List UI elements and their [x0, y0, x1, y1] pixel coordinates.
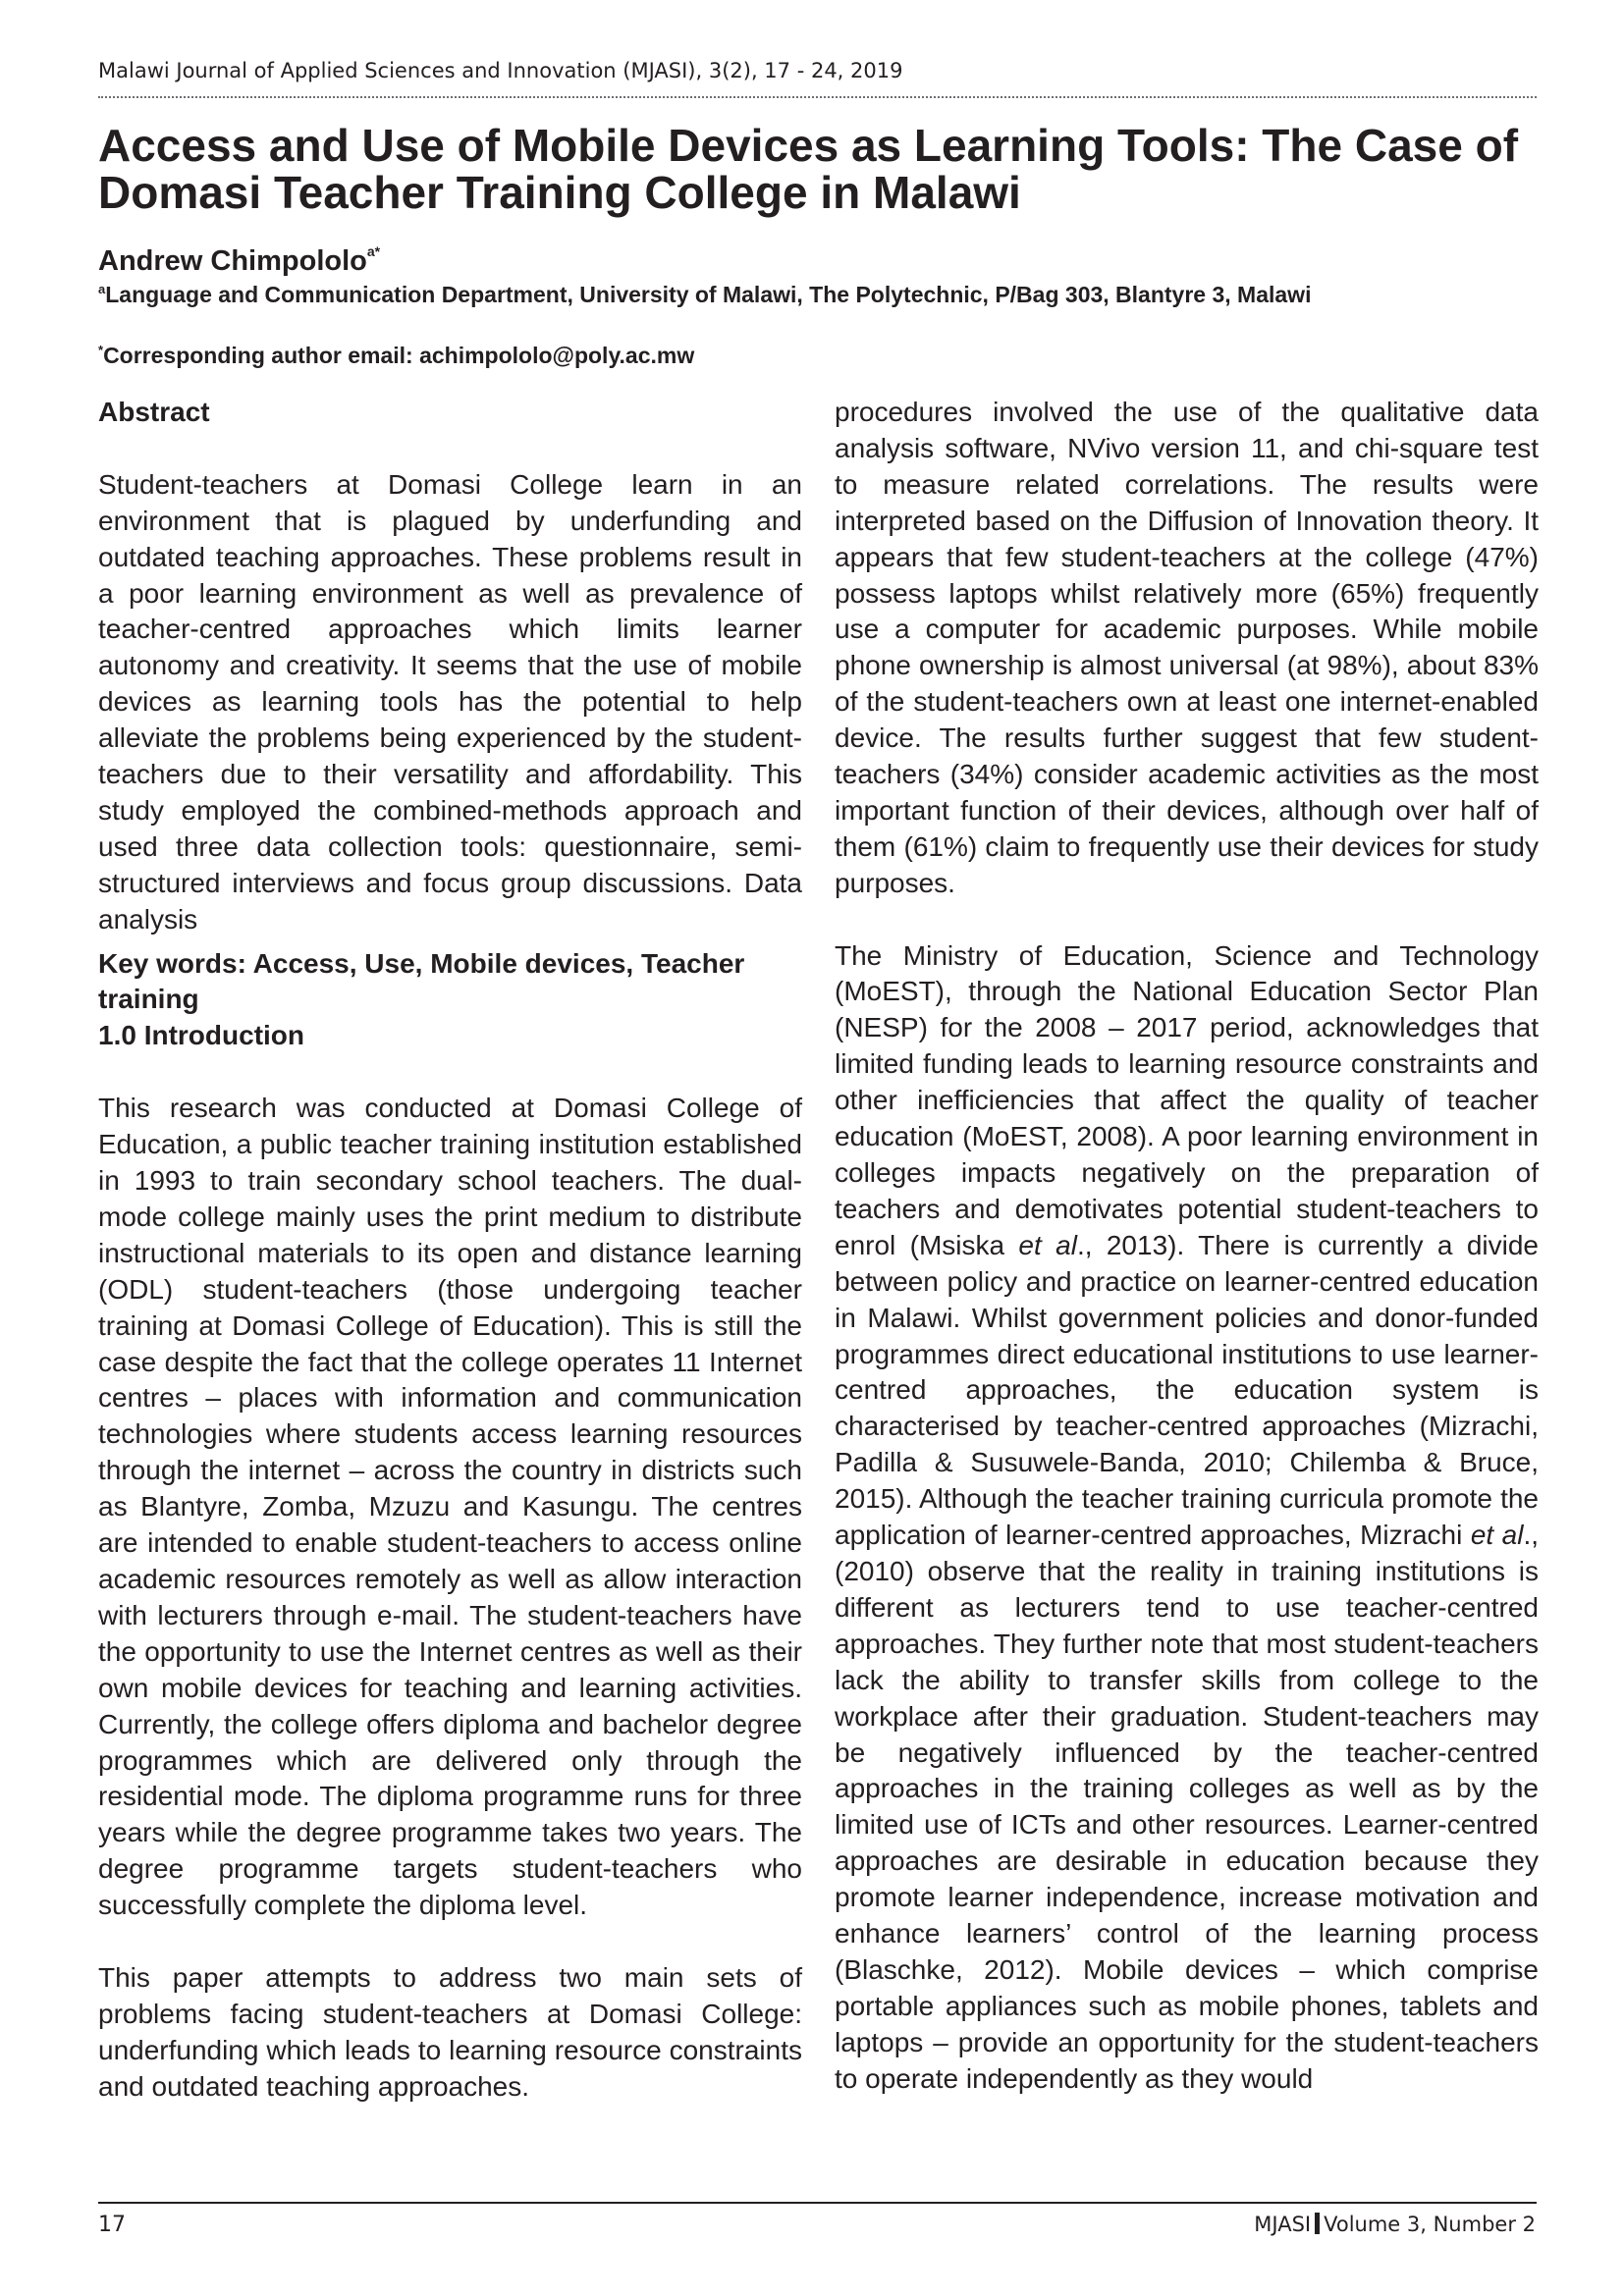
affiliation-text: Language and Communication Department, University of Malawi, The Polytechnic, P/Bag 303, Blantyre 3, Malawi	[105, 282, 1312, 307]
author-superscript: a*	[366, 243, 381, 259]
left-column	[98, 395, 802, 2106]
separator-bar	[1315, 2213, 1320, 2234]
spacer	[98, 1054, 802, 1091]
footer-journal	[1254, 2213, 1536, 2236]
spacer	[98, 431, 802, 467]
introduction-heading: 1.0 Introduction	[98, 1020, 304, 1051]
abstract-heading: Abstract	[98, 397, 210, 427]
right-column	[835, 395, 1539, 2098]
footer-journal-abbrev: MJASI	[1254, 2213, 1312, 2236]
para3-part-c: ., (2010) observe that the reality in training institutions is different as lecturers tend to use teacher-centred approaches. They further note that most student-teachers lack the ability to transfer skills from college to the workplace after their graduation. Student-teachers may be negatively influenced by the teacher-centred approaches in the training colleges as well as by the limited use of ICTs and other resources. Learner-centred approaches are desirable in education because they promote learner independence, increase motivation and enhance learners’ control of the learning process (Blaschke, 2012). Mobile devices – which comprise portable appliances such as mobile phones, tablets and laptops – provide an opportunity for the student-teachers to operate independently as they would	[835, 1520, 1539, 2094]
journal-running-header: Malawi Journal of Applied Sciences and Innovation (MJASI), 3(2), 17 - 24, 2019	[98, 59, 903, 82]
abstract-continuation: procedures involved the use of the qualitative data analysis software, NVivo version 11, and chi-square test to measure related correlations. The results were interpreted based on the Diffusion of Innovation theory. It appears that few student-teachers at the college (47%) possess laptops whilst relatively more (65%) frequently use a computer for academic purposes. While mobile phone ownership is almost universal (at 98%), about 83% of the student-teachers own at least one internet-enabled device. The results further suggest that few student-teachers (34%) consider academic activities as the most important function of their devices, although over half of them (61%) claim to frequently use their devices for study purposes.	[835, 397, 1539, 898]
spacer	[98, 1924, 802, 1960]
et-al-italic: et al	[1470, 1520, 1524, 1551]
keywords: Key words: Access, Use, Mobile devices, Teacher training	[98, 947, 745, 1015]
corresp-email: Corresponding author email: achimpololo@poly.ac.mw	[103, 343, 695, 368]
intro-paragraph-1: This research was conducted at Domasi College of Education, a public teacher training institution established in 1993 to train secondary school teachers. The dual-mode college mainly uses the print medium to distribute instructional materials to its open and distance learning (ODL) student-teachers (those undergoing teacher training at Domasi College of Education). This is still the case despite the fact that the college operates 11 Internet centres – places with information and communication technologies where students access learning resources through the internet – across the country in districts such as Blantyre, Zomba, Mzuzu and Kasungu. The centres are intended to enable student-teachers to access online academic resources remotely as well as allow interaction with lecturers through e-mail. The student-teachers have the opportunity to use the Internet centres as well as their own mobile devices for teaching and learning activities. Currently, the college offers diploma and bachelor degree programmes which are delivered only through the residential mode. The diploma programme runs for three years while the degree programme takes two years. The degree programme targets student-teachers who successfully complete the diploma level.	[98, 1093, 802, 1921]
para3-part-a: The Ministry of Education, Science and Technology (MoEST), through the National Education Sector Plan (NESP) for the 2008 – 2017 period, acknowledges that limited funding leads to learning resource constraints and other inefficiencies that affect the quality of teacher education (MoEST, 2008). A poor learning environment in colleges impacts negatively on the preparation of teachers and demotivates potential student-teachers to enrol (Msiska	[835, 939, 1539, 1260]
abstract-text: Student-teachers at Domasi College learn in an environment that is plagued by underfunding and outdated teaching approaches. These problems result in a poor learning environment as well as prevalence of teacher-centred approaches which limits learner autonomy and creativity. It seems that the use of mobile devices as learning tools has the potential to help alleviate the problems being experienced by the student-teachers due to their versatility and affordability. This study employed the combined-methods approach and used three data collection tools: questionnaire, semi-structured interviews and focus group discussions. Data analysis	[98, 468, 802, 934]
spacer	[835, 902, 1539, 938]
footer-volume: Volume 3, Number 2	[1324, 2213, 1536, 2236]
author-name: Andrew Chimpololo	[98, 245, 367, 277]
intro-paragraph-3	[835, 938, 1539, 2098]
header-divider	[98, 96, 1537, 98]
affiliation-line	[98, 282, 1311, 308]
corresponding-author	[98, 343, 694, 369]
et-al-italic: et al	[1018, 1229, 1077, 1260]
page-number: 17	[98, 2213, 126, 2237]
footer-divider	[98, 2202, 1537, 2204]
author-line	[98, 245, 380, 278]
spacer	[98, 938, 802, 946]
intro-paragraph-2: This paper attempts to address two main sets of problems facing student-teachers at Domasi College: underfunding which leads to learning resource constraints and outdated teaching approaches.	[98, 1961, 802, 2102]
corresp-superscript: *	[98, 343, 104, 357]
paper-title: Access and Use of Mobile Devices as Learning Tools: The Case of Domasi Teacher Training College in Malawi	[98, 120, 1519, 218]
affiliation-superscript: a	[98, 282, 106, 296]
para3-part-b: ., 2013). There is currently a divide between policy and practice on learner-centred education in Malawi. Whilst government policies and donor-funded programmes direct educational institutions to use learner-centred approaches, the education system is characterised by teacher-centred approaches (Mizrachi, Padilla & Susuwele-Banda, 2010; Chilemba & Bruce, 2015). Although the teacher training curricula promote the application of learner-centred approaches, Mizrachi	[835, 1229, 1539, 1551]
